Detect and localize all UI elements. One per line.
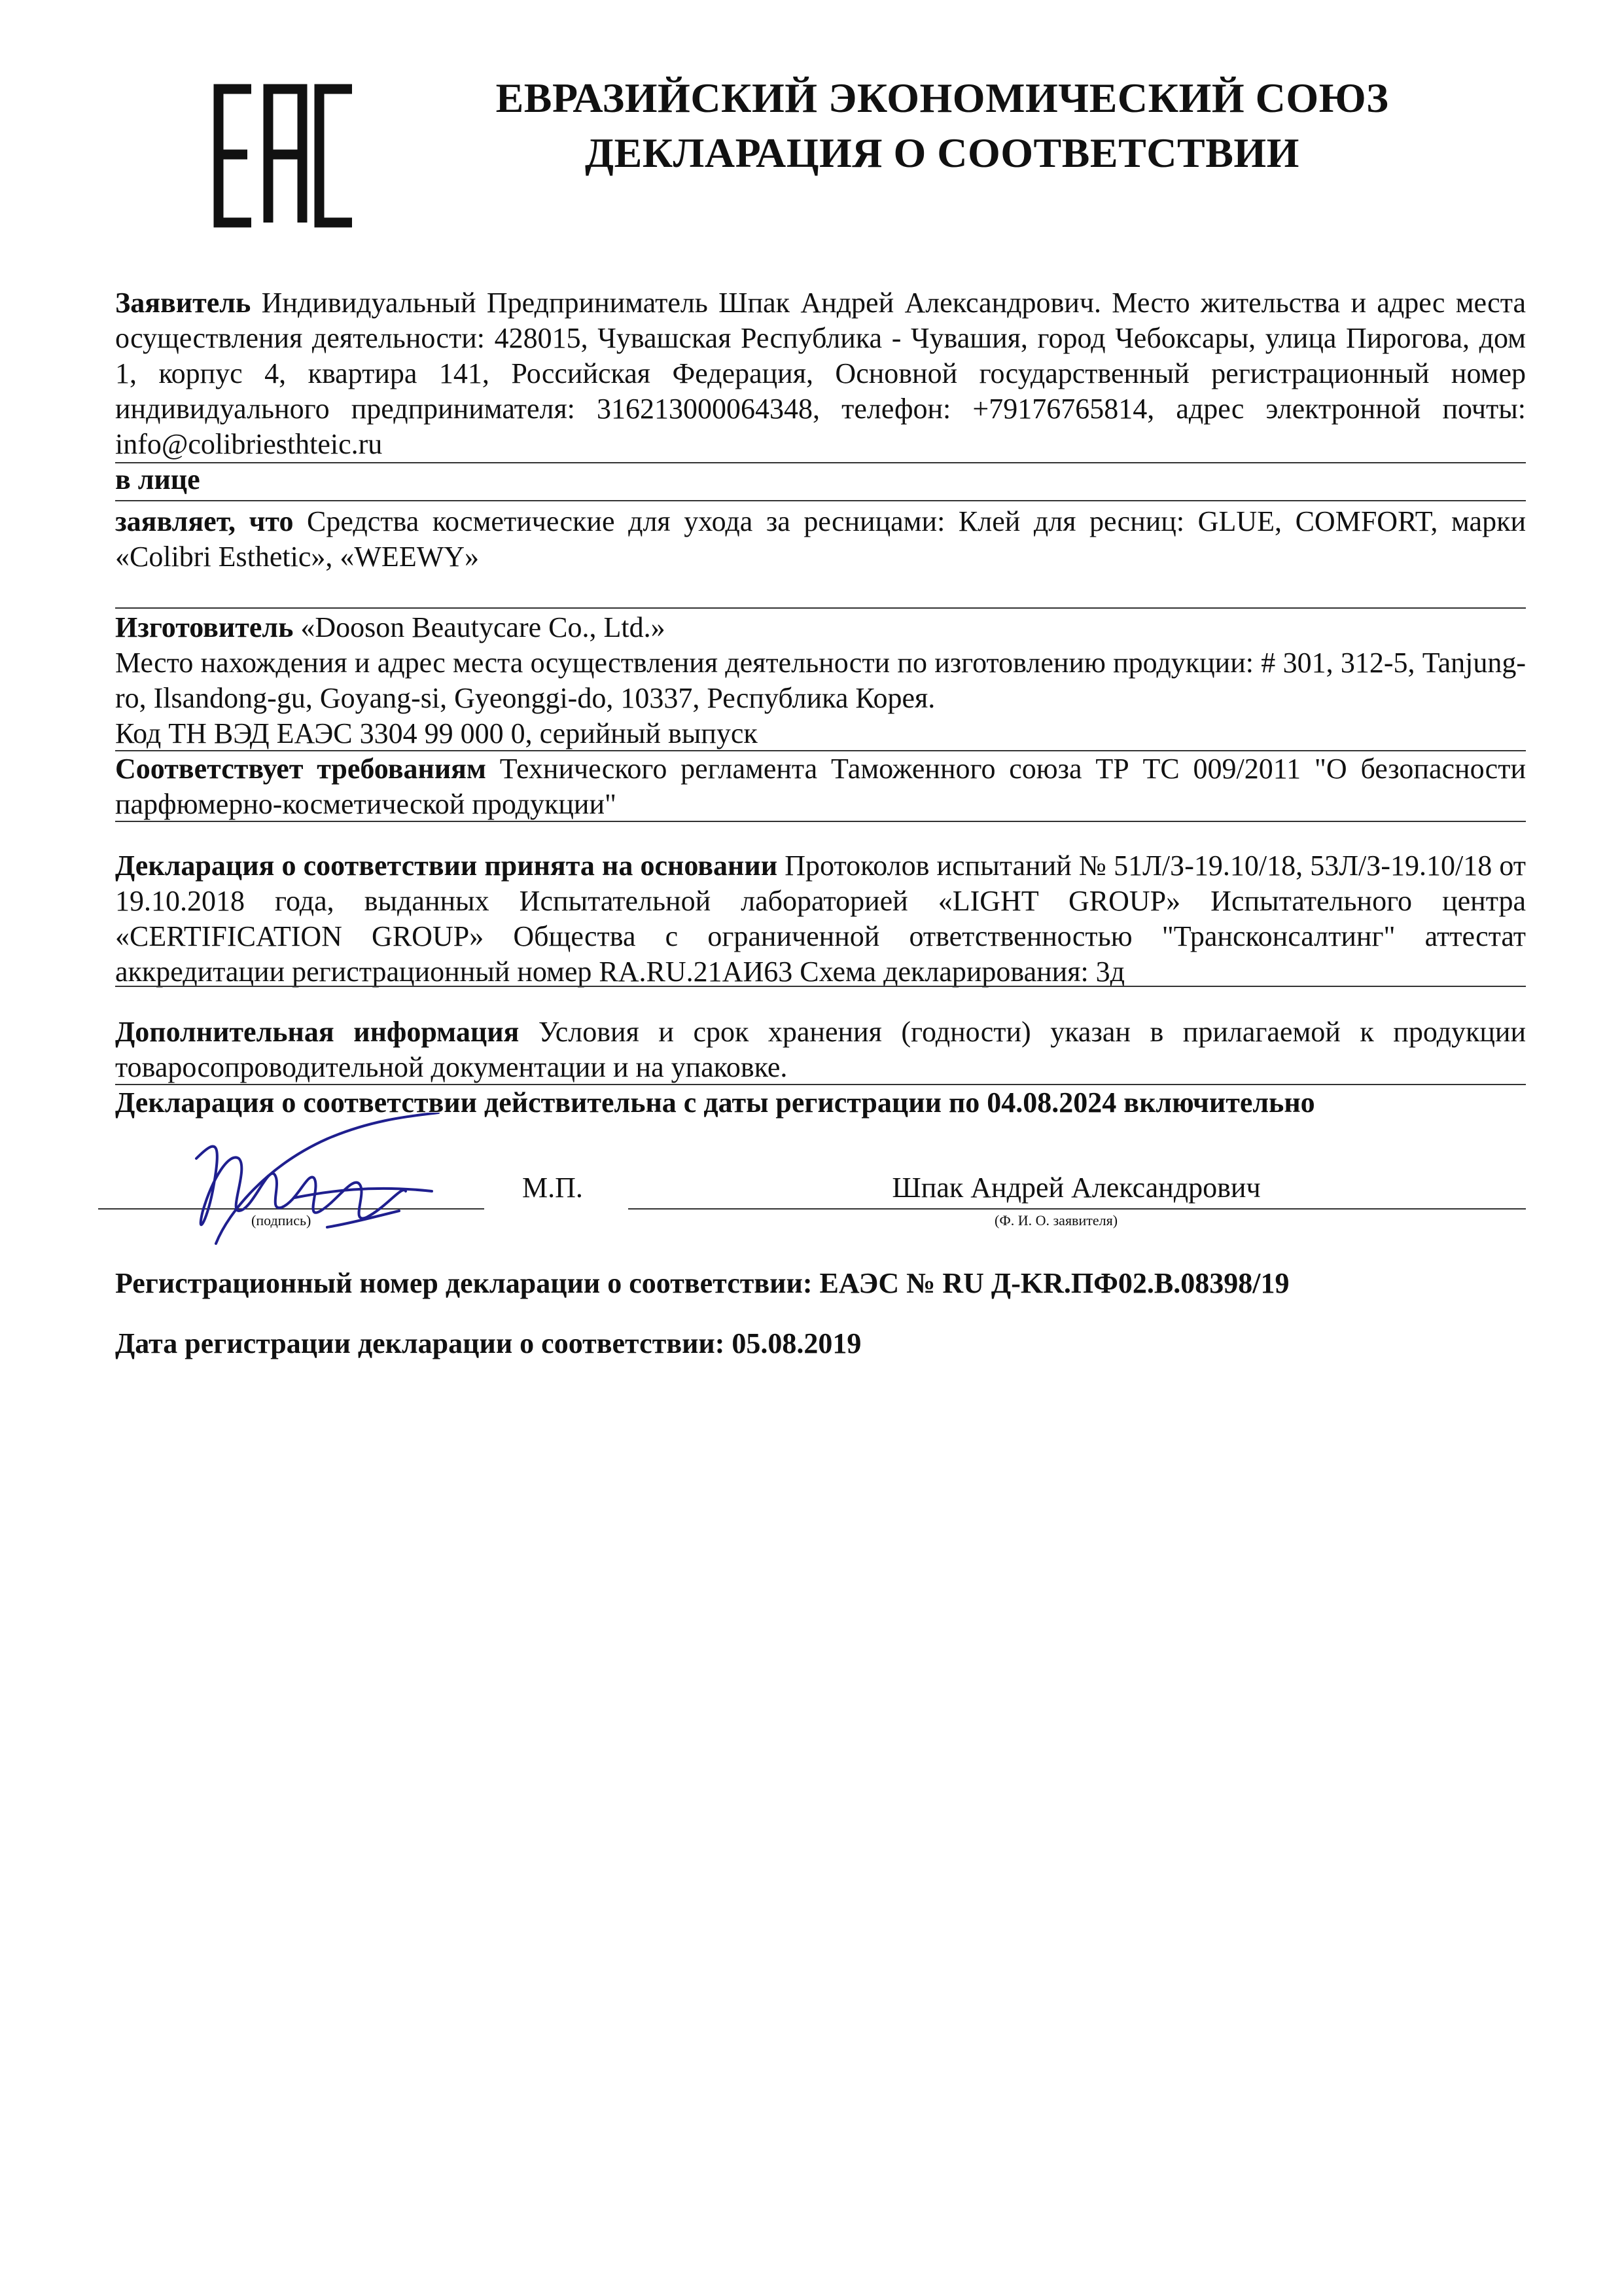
document-header bbox=[419, 71, 1466, 181]
represented-by-label: в лице bbox=[115, 463, 200, 495]
additional-section bbox=[115, 1014, 1526, 1085]
conformity-label: Соответствует требованиям bbox=[115, 753, 486, 785]
manufacturer-label: Изготовитель bbox=[115, 611, 294, 643]
stamp-place-label: М.П. bbox=[522, 1172, 583, 1204]
additional-label: Дополнительная информация bbox=[115, 1016, 520, 1048]
declares-text: Средства косметические для ухода за ресницами: Клей для ресниц: GLUE, COMFORT, марки «Colibri Esthetic», «WEEWY» bbox=[115, 505, 1526, 573]
name-line bbox=[628, 1208, 1526, 1210]
manufacturer-address: Место нахождения и адрес места осуществления деятельности по изготовлению продукции: # 301, 312-5, Tanjung-ro, Ilsandong-gu, Goyang-si, Gyeonggi-do, 10337, Республика Корея. bbox=[115, 647, 1526, 714]
additional-text: Условия и срок хранения (годности) указан в прилагаемой к продукции товаросопроводительной документации и на упаковке. bbox=[115, 1016, 1526, 1083]
registration-number: Регистрационный номер декларации о соответствии: ЕАЭС № RU Д-KR.ПФ02.В.08398/19 bbox=[115, 1267, 1290, 1299]
header-declaration-title: ДЕКЛАРАЦИЯ О СООТВЕТСТВИИ bbox=[585, 130, 1299, 176]
manufacturer-name: «Dooson Beautycare Co., Ltd.» bbox=[293, 611, 665, 643]
conformity-text: Технического регламента Таможенного союза ТР ТС 009/2011 "О безопасности парфюмерно-косметической продукции" bbox=[115, 753, 1526, 820]
manufacturer-section bbox=[115, 610, 1526, 751]
validity-statement: Декларация о соответствии действительна с даты регистрации по 04.08.2024 включительно bbox=[115, 1086, 1315, 1119]
applicant-label: Заявитель bbox=[115, 287, 251, 319]
basis-section bbox=[115, 848, 1526, 990]
signature-caption: (подпись) bbox=[251, 1212, 311, 1229]
basis-text: Протоколов испытаний № 51Л/З-19.10/18, 53Л/З-19.10/18 от 19.10.2018 года, выданных Испытательной лабораторией «LIGHT GROUP» Испытательного центра «CERTIFICATION GROUP» Общества с ограниченной ответственностью "Трансконсалтинг" аттестат аккредитации регистрационный номер RA.RU.21АИ63 Схема декларирования: 3д bbox=[115, 850, 1526, 988]
divider bbox=[115, 821, 1526, 822]
divider bbox=[115, 500, 1526, 501]
registration-date: Дата регистрации декларации о соответствии: 05.08.2019 bbox=[115, 1327, 862, 1359]
name-caption: (Ф. И. О. заявителя) bbox=[995, 1212, 1118, 1229]
applicant-section bbox=[115, 285, 1526, 462]
represented-by-section bbox=[115, 462, 1526, 497]
basis-label: Декларация о соответствии принята на основании bbox=[115, 850, 778, 882]
divider bbox=[115, 607, 1526, 609]
declares-label: заявляет, что bbox=[115, 505, 294, 537]
handwritten-signature bbox=[177, 1113, 445, 1257]
applicant-full-name: Шпак Андрей Александрович bbox=[892, 1172, 1261, 1204]
manufacturer-code: Код ТН ВЭД ЕАЭС 3304 99 000 0, серийный выпуск bbox=[115, 717, 758, 749]
eac-logo bbox=[213, 84, 357, 228]
divider bbox=[115, 986, 1526, 987]
applicant-text: Индивидуальный Предприниматель Шпак Андрей Александрович. Место жительства и адрес места осуществления деятельности: 428015, Чувашская Республика - Чувашия, город Чебоксары, улица Пирогова, дом 1, корпус 4, квартира 141, Российская Федерация, Основной государственный регистрационный номер индивидуального предпринимателя: 316213000064348, телефон: +79176765814, адрес электронной почты: info@colibriesthteic.ru bbox=[115, 287, 1526, 460]
declares-section bbox=[115, 504, 1526, 575]
header-union-title: ЕВРАЗИЙСКИЙ ЭКОНОМИЧЕСКИЙ СОЮЗ bbox=[495, 75, 1389, 121]
conformity-section bbox=[115, 751, 1526, 822]
